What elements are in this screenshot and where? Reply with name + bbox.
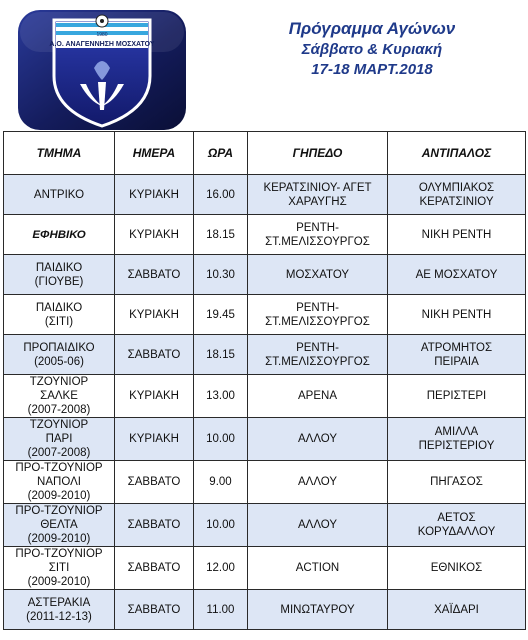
cell-time: 9.00: [194, 461, 248, 504]
cell-team: [4, 215, 115, 255]
cell-opponent: [388, 215, 526, 255]
cell-opponent: [388, 504, 526, 547]
opponent-line: ΠΗΓΑΣΟΣ: [430, 476, 483, 488]
venue-line: ΚΕΡΑΤΣΙΝΙΟΥ- ΑΓΕΤ: [263, 181, 372, 194]
venue-line: ΑΡΕΝΑ: [298, 390, 337, 402]
opponent-line: ΝΙΚΗ ΡΕΝΤΗ: [421, 228, 492, 241]
cell-time: 10.00: [194, 418, 248, 461]
table-row: [4, 461, 526, 504]
cell-day: ΚΥΡΙΑΚΗ: [115, 375, 194, 418]
cell-time: 10.00: [194, 504, 248, 547]
team-line: ΕΦΗΒΙΚΟ: [32, 228, 86, 241]
cell-opponent: [388, 255, 526, 295]
cell-opponent: [388, 418, 526, 461]
team-line: (ΣΙΤΙ): [44, 315, 74, 328]
team-line: ΠΡΟ-ΤΖΟΥΝΙΟΡ: [15, 548, 103, 560]
cell-venue: [248, 375, 388, 418]
cell-day: ΣΑΒΒΑΤΟ: [115, 255, 194, 295]
cell-time: 10.30: [194, 255, 248, 295]
cell-team: [4, 375, 115, 418]
cell-day: ΚΥΡΙΑΚΗ: [115, 175, 194, 215]
opponent-line: ΚΕΡΑΤΣΙΝΙΟΥ: [419, 195, 494, 208]
table-row: [4, 547, 526, 590]
table-row: [4, 175, 526, 215]
table-row: [4, 255, 526, 295]
venue-line: ΑΛΛΟΥ: [297, 476, 338, 488]
venue-line: ΜΙΝΩΤΑΥΡΟΥ: [280, 603, 355, 616]
team-line: ΑΣΤΕΡΑΚΙΑ: [27, 596, 91, 609]
opponent-line: ΠΕΡΙΣΤΕΡΙ: [426, 390, 487, 402]
venue-line: ΑΛΛΟΥ: [297, 519, 338, 531]
cell-venue: [248, 461, 388, 504]
cell-opponent: [388, 335, 526, 375]
table-row: [4, 295, 526, 335]
cell-time: 12.00: [194, 547, 248, 590]
venue-line: ΡΕΝΤΗ-: [296, 301, 339, 314]
table-row: [4, 504, 526, 547]
cell-day: ΚΥΡΙΑΚΗ: [115, 418, 194, 461]
header-time: ΩΡΑ: [194, 132, 248, 175]
team-line: ΠΡΟ-ΤΖΟΥΝΙΟΡ: [15, 462, 103, 474]
opponent-line: ΠΕΡΙΣΤΕΡΙΟΥ: [418, 440, 495, 452]
crest-year: 1980: [96, 32, 108, 38]
opponent-line: ΕΘΝΙΚΟΣ: [430, 562, 483, 574]
club-crest-logo: [14, 6, 190, 134]
cell-venue: [248, 295, 388, 335]
cell-day: ΣΑΒΒΑΤΟ: [115, 547, 194, 590]
opponent-line: ΟΛΥΜΠΙΑΚΟΣ: [418, 181, 495, 194]
opponent-line: ΧΑΪΔΑΡΙ: [434, 603, 479, 616]
team-line: (2009-2010): [27, 533, 91, 545]
cell-opponent: [388, 547, 526, 590]
team-line: (2011-12-13): [26, 610, 92, 623]
cell-time: 18.15: [194, 215, 248, 255]
team-line: ΠΑΡΙ: [45, 433, 73, 445]
cell-venue: [248, 255, 388, 295]
cell-team: [4, 255, 115, 295]
cell-team: [4, 504, 115, 547]
team-line: ΠΡΟ-ΤΖΟΥΝΙΟΡ: [15, 505, 103, 517]
cell-team: [4, 175, 115, 215]
cell-day: ΚΥΡΙΑΚΗ: [115, 215, 194, 255]
cell-team: [4, 547, 115, 590]
venue-line: ΣΤ.ΜΕΛΙΣΣΟΥΡΓΟΣ: [265, 235, 370, 248]
team-line: ΝΑΠΟΛΙ: [37, 476, 81, 488]
header-day: ΗΜΕΡΑ: [115, 132, 194, 175]
title-line-program: Πρόγραμμα Αγώνων: [288, 19, 456, 38]
venue-line: ΜΟΣΧΑΤΟΥ: [285, 268, 350, 281]
team-line: ΠΑΙΔΙΚΟ: [35, 301, 83, 314]
crest-text: Α.Ο. ΑΝΑΓΕΝΝΗΣΗ ΜΟΣΧΑΤΟΥ: [49, 41, 155, 48]
header-venue: ΓΗΠΕΔΟ: [248, 132, 388, 175]
venue-line: ΣΤ.ΜΕΛΙΣΣΟΥΡΓΟΣ: [265, 315, 370, 328]
cell-day: ΣΑΒΒΑΤΟ: [115, 590, 194, 630]
cell-opponent: [388, 175, 526, 215]
team-line: ΤΖΟΥΝΙΟΡ: [29, 419, 89, 431]
cell-venue: [248, 175, 388, 215]
cell-team: [4, 461, 115, 504]
cell-time: 13.00: [194, 375, 248, 418]
opponent-line: ΑΤΡΟΜΗΤΟΣ: [420, 341, 493, 354]
table-row: [4, 418, 526, 461]
team-line: (2009-2010): [27, 576, 91, 588]
header-opponent: ΑΝΤΙΠΑΛΟΣ: [388, 132, 526, 175]
cell-team: [4, 335, 115, 375]
team-line: ΠΑΙΔΙΚΟ: [35, 261, 83, 274]
cell-team: [4, 590, 115, 630]
opponent-line: ΠΕΙΡΑΙΑ: [434, 355, 479, 368]
team-line: (2009-2010): [27, 490, 91, 502]
cell-opponent: [388, 295, 526, 335]
cell-day: ΣΑΒΒΑΤΟ: [115, 461, 194, 504]
team-line: ΠΡΟΠΑΙΔΙΚΟ: [23, 341, 95, 354]
team-line: (2007-2008): [27, 447, 91, 459]
team-line: ΣΙΤΙ: [48, 562, 70, 574]
opponent-line: ΑΕ ΜΟΣΧΑΤΟΥ: [415, 268, 498, 281]
title-line-dates: 17-18 ΜΑΡΤ.2018: [311, 61, 433, 78]
team-line: (2005-06): [34, 355, 84, 368]
team-line: ΣΑΛΚΕ: [40, 390, 78, 402]
cell-day: ΣΑΒΒΑΤΟ: [115, 504, 194, 547]
team-line: ΘΕΛΤΑ: [40, 519, 78, 531]
cell-opponent: [388, 590, 526, 630]
cell-opponent: [388, 375, 526, 418]
opponent-line: ΑΕΤΟΣ: [437, 512, 476, 524]
venue-line: ΑΛΛΟΥ: [297, 433, 338, 445]
opponent-line: ΚΟΡΥΔΑΛΛΟΥ: [417, 526, 496, 538]
team-line: (2007-2008): [27, 404, 91, 416]
venue-line: ACTION: [295, 562, 340, 574]
title-line-days: Σάββατο & Κυριακή: [301, 41, 443, 58]
cell-opponent: [388, 461, 526, 504]
cell-venue: [248, 418, 388, 461]
table-row: [4, 375, 526, 418]
cell-time: 16.00: [194, 175, 248, 215]
cell-team: [4, 418, 115, 461]
schedule-title: [222, 18, 522, 80]
table-row: [4, 590, 526, 630]
cell-team: [4, 295, 115, 335]
table-row: [4, 335, 526, 375]
match-schedule-table: [3, 131, 526, 630]
cell-venue: [248, 547, 388, 590]
venue-line: ΡΕΝΤΗ-: [296, 341, 339, 354]
cell-time: 18.15: [194, 335, 248, 375]
cell-day: ΚΥΡΙΑΚΗ: [115, 295, 194, 335]
venue-line: ΡΕΝΤΗ-: [296, 221, 339, 234]
cell-venue: [248, 590, 388, 630]
cell-venue: [248, 215, 388, 255]
opponent-line: ΑΜΙΛΛΑ: [434, 426, 479, 438]
cell-day: ΣΑΒΒΑΤΟ: [115, 335, 194, 375]
cell-time: 19.45: [194, 295, 248, 335]
team-line: (ΓΙΟΥΒΕ): [34, 275, 84, 288]
opponent-line: ΝΙΚΗ ΡΕΝΤΗ: [421, 308, 492, 321]
team-line: ΤΖΟΥΝΙΟΡ: [29, 376, 89, 388]
cell-time: 11.00: [194, 590, 248, 630]
team-line: ΑΝΤΡΙΚΟ: [33, 188, 85, 201]
cell-venue: [248, 504, 388, 547]
header-team: ΤΜΗΜΑ: [4, 132, 115, 175]
table-header-row: [4, 132, 526, 175]
table-row: [4, 215, 526, 255]
cell-venue: [248, 335, 388, 375]
venue-line: ΣΤ.ΜΕΛΙΣΣΟΥΡΓΟΣ: [265, 355, 370, 368]
venue-line: ΧΑΡΑΥΓΗΣ: [288, 195, 347, 208]
